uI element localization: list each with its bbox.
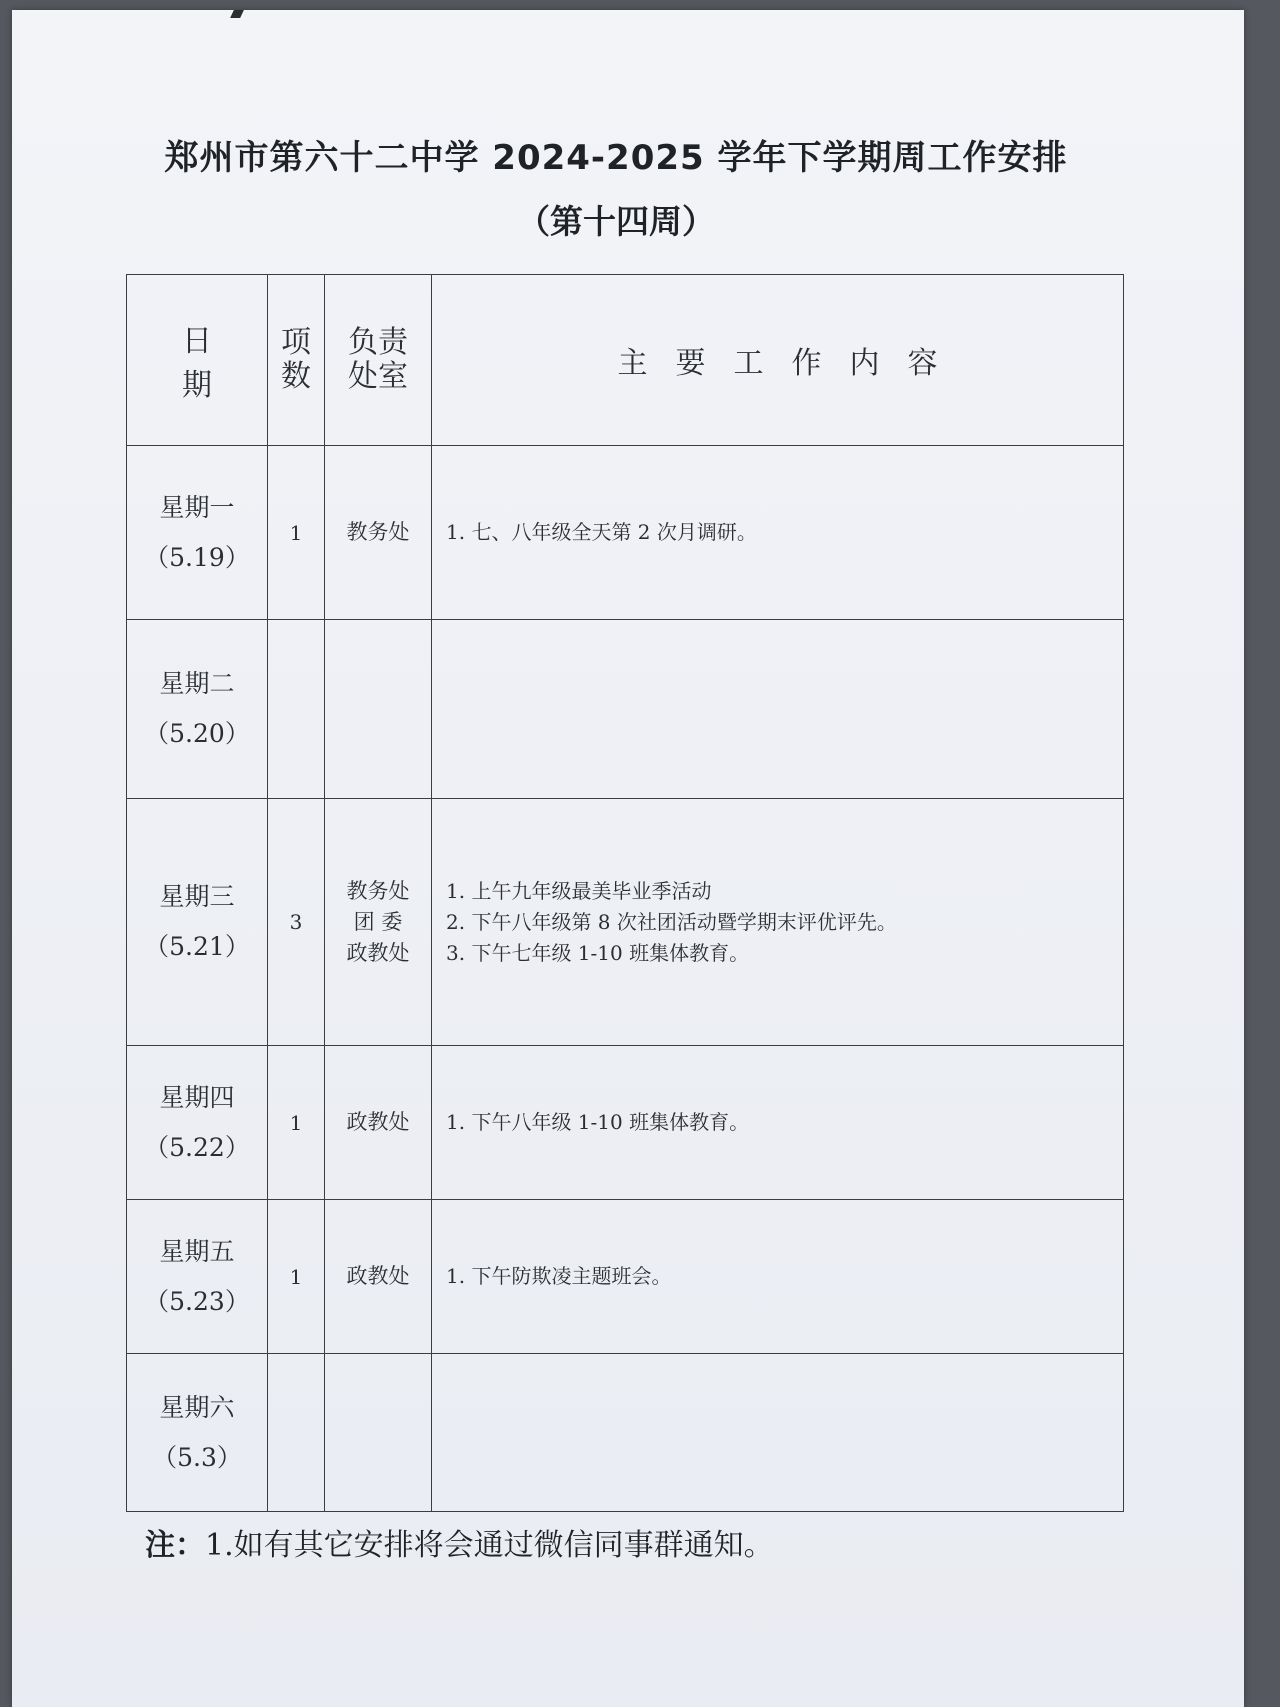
header-count-line1: 项 <box>281 325 311 360</box>
content-item: 2. 下午八年级第 8 次社团活动暨学期末评优评先。 <box>446 909 897 934</box>
header-office <box>325 275 432 446</box>
content-item: 1. 七、八年级全天第 2 次月调研。 <box>446 520 757 544</box>
day-name: 星期二 <box>159 669 235 698</box>
count-cell: 1 <box>268 1046 325 1200</box>
count-cell: 1 <box>268 446 325 620</box>
office-cell <box>325 1046 432 1200</box>
day-date: （5.3） <box>152 1442 242 1472</box>
count-cell: 1 <box>268 1200 325 1354</box>
office-cell <box>325 799 432 1046</box>
office-cell <box>325 1354 432 1512</box>
office-cell <box>325 620 432 799</box>
day-cell <box>127 1354 268 1512</box>
day-date: （5.20） <box>144 719 250 748</box>
header-office-line1: 负责 <box>348 325 408 360</box>
header-content: 主要工作内容 <box>432 275 1124 446</box>
day-date: （5.19） <box>144 542 250 572</box>
office-cell <box>325 1200 432 1354</box>
content-item: 1. 下午八年级 1-10 班集体教育。 <box>446 1110 750 1134</box>
schedule-table <box>126 274 1124 1512</box>
content-item: 1. 上午九年级最美毕业季活动 <box>446 878 712 903</box>
table-row <box>127 620 1124 799</box>
day-name: 星期三 <box>159 882 235 911</box>
table-header-row <box>127 275 1124 446</box>
header-count-line2: 数 <box>281 359 311 394</box>
content-item: 3. 下午七年级 1-10 班集体教育。 <box>446 940 750 965</box>
day-date: （5.23） <box>144 1286 250 1316</box>
content-cell <box>432 1200 1124 1354</box>
table-row <box>127 799 1124 1046</box>
footnote-prefix: 注： <box>145 1528 205 1563</box>
office-name: 教务处 <box>346 878 410 903</box>
table-row <box>127 446 1124 620</box>
day-name: 星期五 <box>159 1236 235 1266</box>
day-name: 星期四 <box>159 1082 235 1112</box>
day-cell <box>127 799 268 1046</box>
office-cell <box>325 446 432 620</box>
table-row <box>127 1354 1124 1512</box>
table-row <box>127 1046 1124 1200</box>
day-name: 星期六 <box>159 1392 235 1422</box>
content-cell <box>432 1354 1124 1512</box>
document-subtitle: （第十四周） <box>517 202 715 241</box>
office-name: 团 委 <box>353 909 403 934</box>
document-title: 郑州市第六十二中学 2024-2025 学年下学期周工作安排 <box>164 138 1068 178</box>
count-cell <box>268 1354 325 1512</box>
count-cell: 3 <box>268 799 325 1046</box>
content-cell <box>432 446 1124 620</box>
office-name: 政教处 <box>346 1264 410 1288</box>
day-cell <box>127 1046 268 1200</box>
footnote <box>145 1520 774 1564</box>
header-count <box>268 275 325 446</box>
footnote-text: 1.如有其它安排将会通过微信同事群通知。 <box>205 1528 774 1563</box>
content-cell <box>432 799 1124 1046</box>
content-item: 1. 下午防欺凌主题班会。 <box>446 1264 672 1288</box>
day-cell <box>127 446 268 620</box>
day-date: （5.21） <box>144 932 250 961</box>
day-date: （5.22） <box>144 1132 250 1162</box>
office-name: 政教处 <box>346 940 410 965</box>
header-office-line2: 处室 <box>348 359 408 394</box>
header-date: 日期 <box>127 275 268 446</box>
table-row <box>127 1200 1124 1354</box>
day-name: 星期一 <box>159 492 235 522</box>
count-cell <box>268 620 325 799</box>
day-cell <box>127 1200 268 1354</box>
office-name: 教务处 <box>346 520 410 544</box>
content-cell <box>432 620 1124 799</box>
content-cell <box>432 1046 1124 1200</box>
day-cell <box>127 620 268 799</box>
office-name: 政教处 <box>346 1110 410 1134</box>
